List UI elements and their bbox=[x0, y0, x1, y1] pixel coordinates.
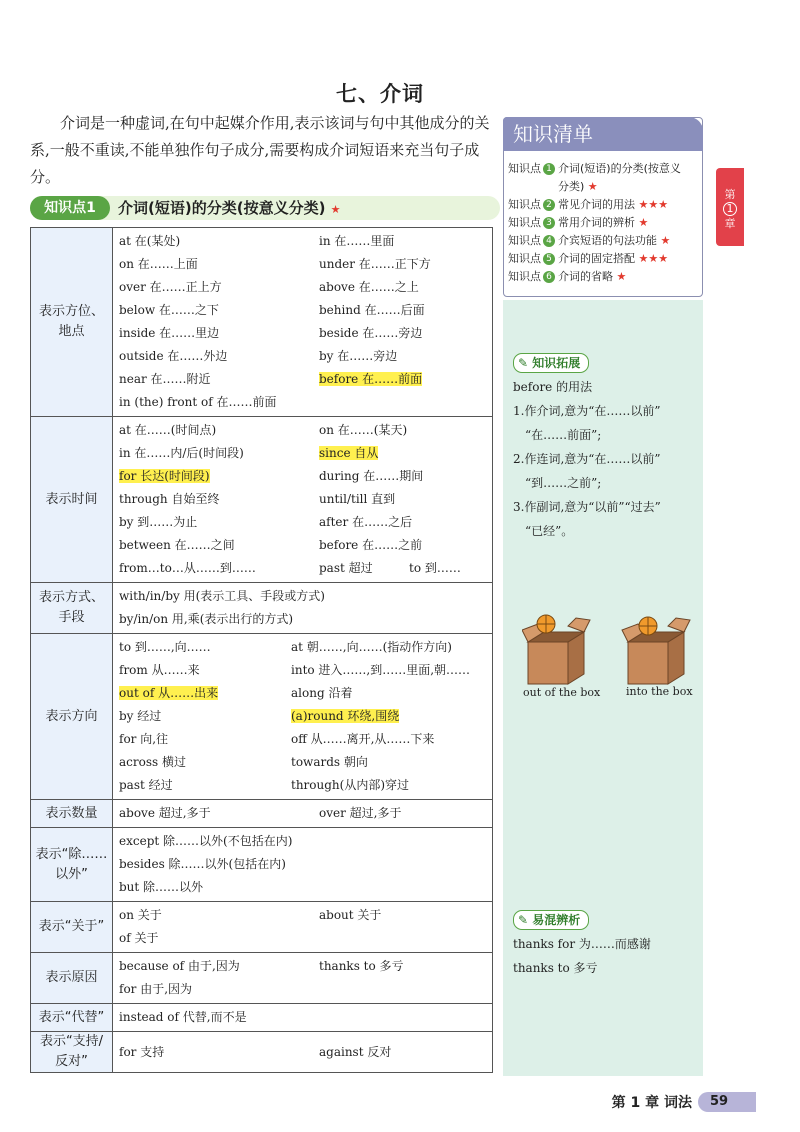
preposition-entry: past 经过 bbox=[119, 778, 173, 792]
preposition-entry: because of 由于,因为 bbox=[119, 959, 240, 973]
checklist-item-label: 知识点 bbox=[508, 234, 541, 247]
preposition-entry: since 自从 bbox=[319, 446, 379, 460]
star-icon: ★ bbox=[660, 234, 671, 247]
extension-subtitle: before 的用法 bbox=[513, 380, 593, 394]
bulb-icon: ✎ bbox=[518, 913, 529, 927]
preposition-entry: by/in/on 用,乘(表示出行的方式) bbox=[119, 612, 294, 626]
checklist-item bbox=[508, 232, 700, 250]
preposition-entry: over 超过,多于 bbox=[319, 806, 402, 820]
table-line bbox=[119, 488, 486, 511]
preposition-entry: thanks to 多亏 bbox=[319, 959, 404, 973]
extension-line: 2.作连词,意为“在……以前” bbox=[513, 452, 661, 466]
number-badge-icon: 1 bbox=[543, 163, 555, 175]
number-badge-icon: 3 bbox=[543, 217, 555, 229]
number-badge-icon: 2 bbox=[543, 199, 555, 211]
chapter-tab-line: 章 bbox=[724, 217, 736, 230]
category-cell: 表示方向 bbox=[31, 634, 113, 800]
confusion-heading bbox=[513, 910, 589, 930]
checklist-list bbox=[508, 160, 700, 286]
confusion-line: thanks to 多亏 bbox=[513, 961, 598, 975]
preposition-table bbox=[30, 227, 493, 1073]
content-cell bbox=[113, 902, 493, 953]
checklist-item-label: 知识点 bbox=[508, 216, 541, 229]
table-line bbox=[119, 728, 486, 751]
table-line bbox=[119, 322, 486, 345]
table-line bbox=[119, 955, 486, 978]
preposition-entry: above 在……之上 bbox=[319, 280, 419, 294]
number-badge-icon: 6 bbox=[543, 271, 555, 283]
category-cell: 表示方位、地点 bbox=[31, 228, 113, 417]
preposition-entry: on 在……(某天) bbox=[319, 423, 408, 437]
out-of-box-caption: out of the box bbox=[523, 686, 601, 699]
preposition-entry: above 超过,多于 bbox=[119, 806, 211, 820]
table-line bbox=[119, 636, 486, 659]
table-line bbox=[119, 876, 486, 899]
category-cell: 表示“支持/反对” bbox=[31, 1032, 113, 1073]
preposition-entry: on 在……上面 bbox=[119, 257, 198, 271]
checklist-item-text bbox=[558, 232, 670, 250]
table-line bbox=[119, 927, 486, 950]
preposition-entry: across 横过 bbox=[119, 755, 186, 769]
preposition-entry: through(从内部)穿过 bbox=[291, 778, 410, 792]
checklist-item bbox=[508, 268, 700, 286]
checklist-item-label: 知识点 bbox=[508, 252, 541, 265]
preposition-entry: with/in/by 用(表示工具、手段或方式) bbox=[119, 589, 325, 603]
table-line bbox=[119, 230, 486, 253]
preposition-entry: (a)round 环绕,围绕 bbox=[291, 709, 400, 723]
table-line bbox=[119, 853, 486, 876]
content-cell bbox=[113, 953, 493, 1004]
extension-lines bbox=[513, 399, 698, 543]
preposition-entry: on 关于 bbox=[119, 908, 162, 922]
category-cell: 表示“代替” bbox=[31, 1004, 113, 1032]
checklist-item-topic: 介宾短语的句法功能 bbox=[558, 234, 657, 247]
table-line bbox=[119, 978, 486, 1001]
content-cell bbox=[113, 228, 493, 417]
preposition-entry: after 在……之后 bbox=[319, 515, 413, 529]
preposition-entry: at 在(某处) bbox=[119, 234, 181, 248]
content-cell bbox=[113, 1004, 493, 1032]
table-row bbox=[31, 228, 493, 417]
table-row bbox=[31, 583, 493, 634]
table-line bbox=[119, 904, 486, 927]
preposition-entry: past 超过 bbox=[319, 561, 373, 575]
preposition-entry: to 到…… bbox=[409, 561, 461, 575]
bulb-icon: ✎ bbox=[518, 356, 529, 370]
preposition-entry: by 在……旁边 bbox=[319, 349, 398, 363]
preposition-entry: in 在……内/后(时间段) bbox=[119, 446, 244, 460]
preposition-entry: off 从……离开,从……下来 bbox=[291, 732, 435, 746]
table-row bbox=[31, 634, 493, 800]
checklist-item-text bbox=[558, 250, 668, 268]
table-line bbox=[119, 705, 486, 728]
checklist-item bbox=[508, 196, 700, 214]
table-line bbox=[119, 682, 486, 705]
extension-line: 3.作副词,意为“以前”“过去” bbox=[513, 500, 661, 514]
preposition-entry: near 在……附近 bbox=[119, 372, 211, 386]
table-row bbox=[31, 1004, 493, 1032]
preposition-entry: outside 在……外边 bbox=[119, 349, 228, 363]
checklist-item-label: 知识点 bbox=[508, 198, 541, 211]
preposition-entry: between 在……之间 bbox=[119, 538, 235, 552]
checklist-item-label: 知识点 bbox=[508, 270, 541, 283]
table-row bbox=[31, 800, 493, 828]
checklist-item-topic: 常用介词的辨析 bbox=[558, 216, 635, 229]
preposition-entry: in 在……里面 bbox=[319, 234, 395, 248]
preposition-entry: at 在……(时间点) bbox=[119, 423, 217, 437]
preposition-entry: through 自始至终 bbox=[119, 492, 220, 506]
preposition-entry: behind 在……后面 bbox=[319, 303, 425, 317]
content-cell bbox=[113, 800, 493, 828]
into-box-illustration bbox=[622, 617, 690, 684]
category-cell: 表示“除……以外” bbox=[31, 828, 113, 902]
preposition-entry: below 在……之下 bbox=[119, 303, 219, 317]
table-line bbox=[119, 511, 486, 534]
extension-body bbox=[513, 375, 698, 543]
box-illustrations bbox=[522, 612, 702, 688]
out-of-box-illustration bbox=[522, 615, 590, 684]
footer-label: 第 1 章 词法 bbox=[611, 1095, 692, 1111]
confusion-body bbox=[513, 932, 698, 980]
confusion-heading-text: 易混辨析 bbox=[532, 913, 581, 927]
preposition-entry: at 朝……,向……(指动作方向) bbox=[291, 640, 452, 654]
table-line bbox=[119, 1006, 486, 1029]
star-icon: ★ bbox=[330, 203, 341, 216]
content-cell bbox=[113, 1032, 493, 1073]
table-row bbox=[31, 417, 493, 583]
preposition-entry: instead of 代替,而不是 bbox=[119, 1010, 247, 1024]
preposition-entry: from 从……来 bbox=[119, 663, 200, 677]
star-icon: ★★★ bbox=[638, 252, 669, 265]
preposition-entry: along 沿着 bbox=[291, 686, 353, 700]
category-cell: 表示数量 bbox=[31, 800, 113, 828]
preposition-entry: before 在……前面 bbox=[319, 372, 423, 386]
table-line bbox=[119, 368, 486, 391]
preposition-entry: except 除……以外(不包括在内) bbox=[119, 834, 293, 848]
table-line bbox=[119, 585, 486, 608]
table-line bbox=[119, 830, 486, 853]
preposition-entry: to 到……,向…… bbox=[119, 640, 211, 654]
table-line bbox=[119, 557, 486, 580]
knowledge-point-title bbox=[118, 196, 341, 222]
table-line bbox=[119, 1041, 486, 1064]
preposition-entry: into 进入……,到……里面,朝…… bbox=[291, 663, 471, 677]
extension-line: “到……之前”; bbox=[525, 476, 602, 490]
table-line bbox=[119, 299, 486, 322]
knowledge-point-badge: 知识点1 bbox=[30, 196, 110, 220]
preposition-entry: by 到……为止 bbox=[119, 515, 198, 529]
extension-line: “在……前面”; bbox=[525, 428, 602, 442]
knowledge-point-header bbox=[30, 196, 500, 220]
checklist-item bbox=[508, 250, 700, 268]
number-badge-icon: 4 bbox=[543, 235, 555, 247]
table-line bbox=[119, 534, 486, 557]
extension-line: 1.作介词,意为“在……以前” bbox=[513, 404, 661, 418]
number-badge-icon: 5 bbox=[543, 253, 555, 265]
confusion-line: thanks for 为……而感谢 bbox=[513, 937, 651, 951]
category-cell: 表示“关于” bbox=[31, 902, 113, 953]
preposition-entry: for 向,往 bbox=[119, 732, 169, 746]
checklist-item-topic: 介词(短语)的分类(按意义分类) bbox=[558, 162, 681, 193]
table-line bbox=[119, 608, 486, 631]
preposition-entry: during 在……期间 bbox=[319, 469, 424, 483]
star-icon: ★ bbox=[616, 270, 627, 283]
preposition-entry: besides 除……以外(包括在内) bbox=[119, 857, 286, 871]
table-line bbox=[119, 442, 486, 465]
table-row bbox=[31, 953, 493, 1004]
table-line bbox=[119, 253, 486, 276]
preposition-entry: for 由于,因为 bbox=[119, 982, 193, 996]
checklist-item-text bbox=[558, 196, 668, 214]
table-line bbox=[119, 465, 486, 488]
checklist-item-topic: 介词的省略 bbox=[558, 270, 613, 283]
star-icon: ★★★ bbox=[638, 198, 669, 211]
knowledge-point-title-text: 介词(短语)的分类(按意义分类) bbox=[118, 199, 326, 217]
category-cell: 表示原因 bbox=[31, 953, 113, 1004]
checklist-item-text bbox=[558, 160, 688, 196]
checklist-item-topic: 常见介词的用法 bbox=[558, 198, 635, 211]
preposition-entry: from…to…从……到…… bbox=[119, 561, 256, 575]
category-cell: 表示时间 bbox=[31, 417, 113, 583]
table-line bbox=[119, 419, 486, 442]
extension-heading-text: 知识拓展 bbox=[532, 356, 581, 370]
content-cell bbox=[113, 828, 493, 902]
page-number: 59 bbox=[698, 1092, 756, 1112]
chapter-tab-number: 1 bbox=[723, 202, 737, 216]
preposition-entry: until/till 直到 bbox=[319, 492, 396, 506]
table-line bbox=[119, 751, 486, 774]
preposition-entry: over 在……正上方 bbox=[119, 280, 222, 294]
preposition-entry: under 在……正下方 bbox=[319, 257, 431, 271]
star-icon: ★ bbox=[587, 180, 598, 193]
intro-paragraph: 介词是一种虚词,在句中起媒介作用,表示该词与句中其他成分的关系,一般不重读,不能单独作句子成分,需要构成介词短语来充当句子成分。 bbox=[30, 114, 490, 186]
checklist-item-label: 知识点 bbox=[508, 162, 541, 175]
checklist-item bbox=[508, 160, 700, 196]
table-line bbox=[119, 802, 486, 825]
preposition-entry: before 在……之前 bbox=[319, 538, 423, 552]
checklist-item-text bbox=[558, 268, 626, 286]
checklist-item-topic: 介词的固定搭配 bbox=[558, 252, 635, 265]
star-icon: ★ bbox=[638, 216, 649, 229]
content-cell bbox=[113, 417, 493, 583]
checklist-item-text bbox=[558, 214, 648, 232]
table-line bbox=[119, 391, 486, 414]
checklist-item bbox=[508, 214, 700, 232]
category-cell: 表示方式、手段 bbox=[31, 583, 113, 634]
table-row bbox=[31, 902, 493, 953]
into-box-caption: into the box bbox=[626, 685, 693, 698]
preposition-entry: towards 朝向 bbox=[291, 755, 368, 769]
preposition-entry: of 关于 bbox=[119, 931, 159, 945]
table-line bbox=[119, 659, 486, 682]
content-cell bbox=[113, 634, 493, 800]
table-line bbox=[119, 345, 486, 368]
preposition-entry: about 关于 bbox=[319, 908, 382, 922]
preposition-entry: inside 在……里边 bbox=[119, 326, 220, 340]
preposition-entry: by 经过 bbox=[119, 709, 162, 723]
checklist-title: 知识清单 bbox=[503, 117, 703, 151]
preposition-entry: in (the) front of 在……前面 bbox=[119, 395, 277, 409]
page-title: 七、介词 bbox=[336, 81, 424, 106]
content-cell bbox=[113, 583, 493, 634]
table-row bbox=[31, 1032, 493, 1073]
table-line bbox=[119, 774, 486, 797]
table-row bbox=[31, 828, 493, 902]
table-line bbox=[119, 276, 486, 299]
preposition-entry: but 除……以外 bbox=[119, 880, 204, 894]
preposition-entry: out of 从……出来 bbox=[119, 686, 219, 700]
preposition-entry: beside 在……旁边 bbox=[319, 326, 423, 340]
chapter-tab bbox=[716, 168, 744, 246]
chapter-tab-line: 第 bbox=[724, 188, 736, 201]
preposition-entry: against 反对 bbox=[319, 1044, 392, 1059]
extension-heading bbox=[513, 353, 589, 373]
page-footer bbox=[560, 1088, 760, 1116]
preposition-entry: for 支持 bbox=[119, 1044, 165, 1059]
preposition-entry: for 长达(时间段) bbox=[119, 469, 210, 483]
extension-line: “已经”。 bbox=[525, 524, 574, 538]
